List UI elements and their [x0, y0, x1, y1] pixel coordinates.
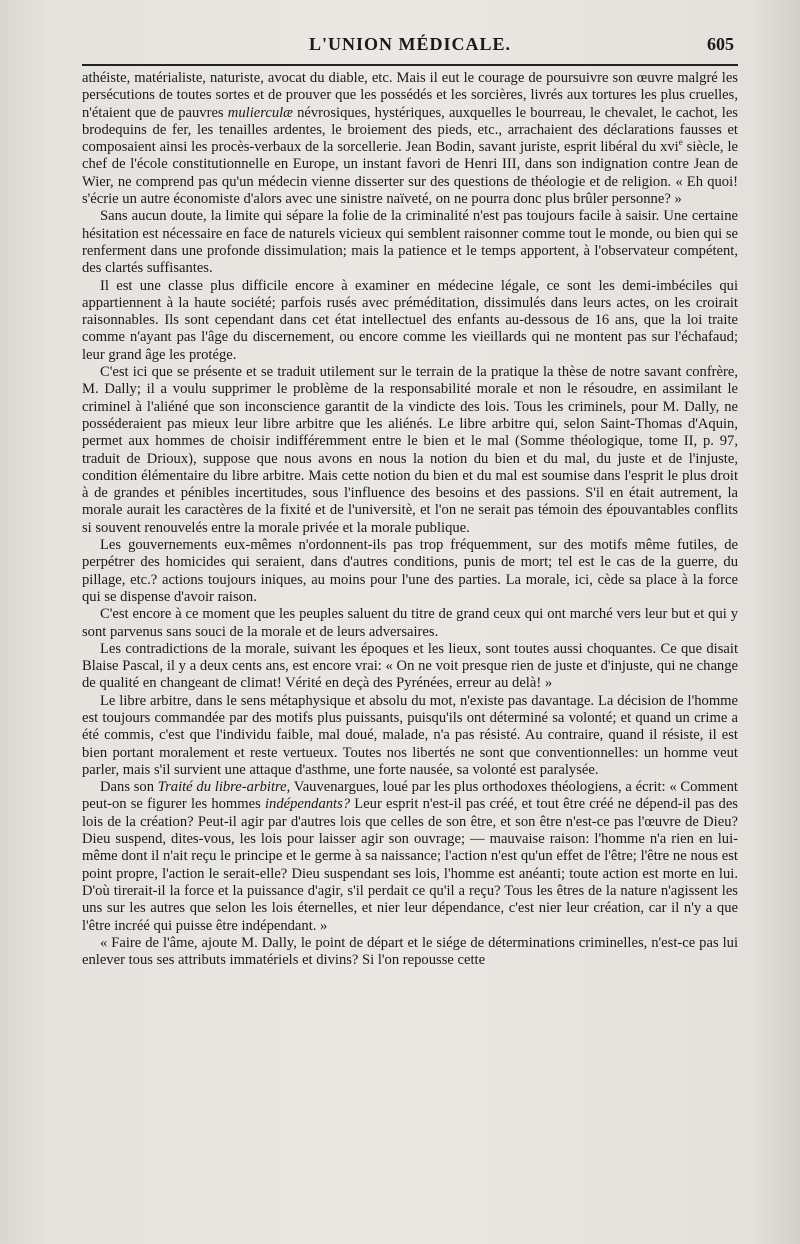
header-rule: [82, 64, 738, 66]
paragraph-8: Le libre arbitre, dans le sens métaphysique et absolu du mot, n'existe pas davantage. La décision de l'homme est toujours commandée par des motifs plus puissants, puisqu'ils ont déterminé sa volonté; et quand un crime a été commis, c'est que l'individu faible, mal doué, malade, n'a pas résisté. Au contraire, quand il résiste, il est bien portant moralement et reste vertueux. Toutes nos libertés ne sont que conventionnelles: un homme veut parler, mais s'il survient une attaque d'asthme, une forte nausée, sa volonté est paralysée.: [82, 692, 738, 778]
paragraph-6: C'est encore à ce moment que les peuples saluent du titre de grand ceux qui ont marché vers leur but et qui y sont parvenus sans souci de la morale et de leurs adversaires.: [82, 606, 738, 640]
journal-title: L'UNION MÉDICALE.: [308, 34, 512, 54]
paragraph-1: athéiste, matérialiste, naturiste, avocat du diable, etc. Mais il eut le courage de poursuivre son œuvre malgré les persécutions de toutes sortes et de prouver que les possédés et les sorcières, livrés aux tortures les plus cruelles, n'étaient que de pauvres mulierculæ névrosiques, hystériques, auxquelles le bourreau, le chevalet, le cachot, les brodequins de fer, les tenailles ardentes, le broiement des pieds, etc., arrachaient des déclarations fausses et composaient ainsi les procès-verbaux de la sorcellerie. Jean Bodin, savant juriste, esprit libéral du xvi$^e$ siècle, le chef de l'école constitutionnelle en Europe, un instant favori de Henri III, dans son indignation contre Jean de Wier, ne comprend pas qu'un médecin vienne disserter sur des questions de théologie et de religion. « Eh quoi! s'écrie un autre économiste d'alors avec une sinistre naïveté, on ne pourra donc plus brûler personne? »: [82, 70, 738, 208]
paragraph-2: Sans aucun doute, la limite qui sépare la folie de la criminalité n'est pas toujours facile à saisir. Une certaine hésitation est nécessaire en face de naturels vicieux qui semblent raisonner comme tout le monde, ou bien qui se renferment dans une profonde dissimulation; mais la patience et le temps apportent, à l'observateur compétent, des clartés suffisantes.: [82, 208, 738, 277]
paragraph-10: « Faire de l'âme, ajoute M. Dally, le point de départ et le siége de déterminations criminelles, n'est-ce pas lui enlever tous ses attributs immatériels et divins? Si l'on repousse cette: [82, 934, 738, 969]
running-header: [82, 30, 738, 64]
paragraph-9: Dans son Traité du libre-arbitre, Vauvenargues, loué par les plus orthodoxes théologiens, a écrit: « Comment peut-on se figurer les hommes indépendants? Leur esprit n'est-il pas créé, et tout être créé ne dépend-il pas des lois de la création? Peut-il agir par d'autres lois que celles de son être, et son être n'est-ce pas l'œuvre de Dieu? Dieu suspend, dites-vous, les lois pour laisser agir son ouvrage; — mauvaise raison: l'homme n'a rien en lui-même dont il n'ait reçu le principe et le germe à sa naissance; l'action n'est qu'un effet de l'être; l'être ne nous est point propre, l'action le serait-elle? Dieu suspendant ses lois, l'homme est anéanti; toute action est morte en lui. D'où tirerait-il la force et la puissance d'agir, s'il perdait ce qu'il a reçu? Tous les êtres de la nature n'agissent les uns sur les autres que selon les lois éternelles, et nier leur dépendance, c'est nier leur création, car il n'y a que l'être incréé qui puisse être indépendant. »: [82, 779, 738, 934]
paragraph-5: Les gouvernements eux-mêmes n'ordonnent-ils pas trop fréquemment, sur des motifs même futiles, de perpétrer des homicides qui seraient, dans d'autres conditions, punis de mort; tel est le cas de la guerre, du pillage, etc.? actions toujours iniques, au moins pour l'une des parties. La morale, ici, cède sa place à la force qui se dispense d'avoir raison.: [82, 537, 738, 605]
paragraph-3: Il est une classe plus difficile encore à examiner en médecine légale, ce sont les demi-imbéciles qui appartiennent à la haute société; parfois rusés avec préméditation, dissimulés dans leurs actes, on les croirait raisonnables. Ils sont cependant dans cet état intellectuel des enfants au-dessous de 16 ans, que la loi traite comme n'ayant pas l'âge du discernement, ou encore comme les vieillards qui ne montent pas sur l'échafaud; leur grand âge les protége.: [82, 277, 738, 363]
page-number: 605: [707, 34, 734, 54]
paragraph-7: Les contradictions de la morale, suivant les époques et les lieux, sont toutes aussi choquantes. Ce que disait Blaise Pascal, il y a deux cents ans, est encore vrai: « On ne voit presque rien de juste et d'injuste, qui ne change de qualité en changeant de climat! Vérité en deçà des Pyrénées, erreur au delà! »: [82, 640, 738, 692]
article-body: [82, 70, 738, 969]
paragraph-4: C'est ici que se présente et se traduit utilement sur le terrain de la pratique la thèse de notre savant confrère, M. Dally; il a voulu supprimer le problème de la responsabilité morale et non le résoudre, en assimilant le criminel à l'aliéné que son inconscience garantit de la vindicte des lois. Tous les criminels, pour M. Dally, ne posséderaient pas mieux leur libre arbitre que les aliénés. Le libre arbitre qui, selon Saint-Thomas d'Aquin, permet aux hommes de choisir indifféremment entre le bien et le mal (Somme théologique, tome II, p. 97, traduit de Drioux), suppose que nous avons en nous la notion du bien et du mal, du juste et de l'injuste, condition élémentaire du libre arbitre. Mais cette notion du bien et du mal est soumise dans l'esprit le plus droit à de grandes et pénibles incertitudes, sous l'influence des besoins et des passions. S'il en était autrement, la morale aurait les caractères de la fixité et de l'universitè, et l'on ne serait pas témoin des épouvantables conflits si souvent renouvelés entre la morale privée et la morale publique.: [82, 364, 738, 536]
